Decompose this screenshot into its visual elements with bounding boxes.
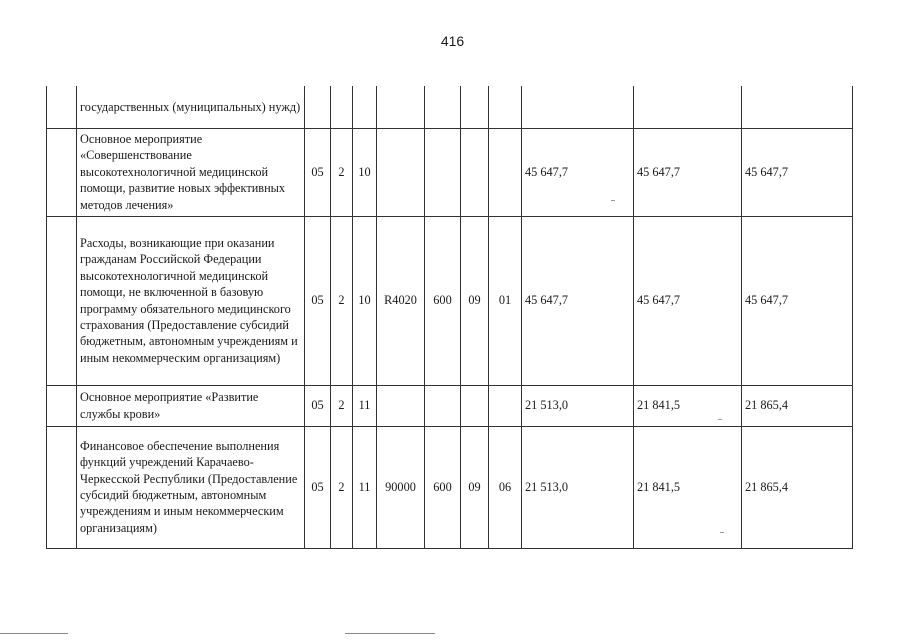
code-cell [353, 86, 377, 128]
row-name: Основное мероприятие «Развитие службы крови» [77, 385, 305, 426]
amount-cell: 45 647,7 [522, 216, 634, 385]
number-cell [47, 128, 77, 216]
amount-cell: 21 865,4 [742, 385, 853, 426]
code-cell: 05 [305, 385, 331, 426]
code-cell [461, 128, 489, 216]
amount-cell: 45 647,7 [742, 216, 853, 385]
code-cell: 09 [461, 216, 489, 385]
amount-cell: 21 513,0 [522, 426, 634, 548]
amount-cell: 21 865,4 [742, 426, 853, 548]
code-cell: 90000 [377, 426, 425, 548]
code-cell [377, 385, 425, 426]
code-cell: 01 [489, 216, 522, 385]
number-cell [47, 426, 77, 548]
code-cell: R4020 [377, 216, 425, 385]
code-cell [489, 385, 522, 426]
row-name: государственных (муниципальных) нужд) [77, 86, 305, 128]
code-cell [305, 86, 331, 128]
code-cell: 2 [331, 216, 353, 385]
code-cell: 11 [353, 385, 377, 426]
table-row [47, 128, 853, 216]
code-cell: 09 [461, 426, 489, 548]
code-cell: 600 [425, 426, 461, 548]
code-cell: 10 [353, 216, 377, 385]
code-cell [331, 86, 353, 128]
code-cell: 2 [331, 128, 353, 216]
table-row [47, 86, 853, 128]
code-cell: 05 [305, 426, 331, 548]
code-cell [377, 128, 425, 216]
code-cell [425, 86, 461, 128]
amount-cell [634, 86, 742, 128]
amount-cell: 45 647,7 [634, 216, 742, 385]
amount-cell: 21 513,0 [522, 385, 634, 426]
code-cell: 05 [305, 216, 331, 385]
amount-cell [522, 86, 634, 128]
table-row [47, 426, 853, 548]
code-cell: 600 [425, 216, 461, 385]
code-cell: 10 [353, 128, 377, 216]
scan-speck [718, 419, 722, 420]
number-cell [47, 385, 77, 426]
number-cell [47, 86, 77, 128]
amount-cell: 45 647,7 [522, 128, 634, 216]
amount-cell [742, 86, 853, 128]
amount-cell: 21 841,5 [634, 426, 742, 548]
row-name: Основное мероприятие «Совершенствование высокотехнологичной медицинской помощи, развитие новых эффективных методов лечения» [77, 128, 305, 216]
table-row [47, 216, 853, 385]
row-name: Финансовое обеспечение выполнения функций учреждений Карачаево-Черкесской Республики (Предоставление субсидий бюджетным, автономным учреждениям и иным некоммерческим организациям) [77, 426, 305, 548]
code-cell [489, 86, 522, 128]
scan-edge-line [345, 633, 435, 634]
amount-cell: 45 647,7 [634, 128, 742, 216]
scan-edge-line [0, 633, 68, 634]
code-cell [461, 385, 489, 426]
code-cell: 06 [489, 426, 522, 548]
code-cell: 05 [305, 128, 331, 216]
row-name: Расходы, возникающие при оказании гражданам Российской Федерации высокотехнологичной медицинской помощи, не включенной в базовую программу обязательного медицинского страхования (Предоставление субсидий бюджетным, автономным учреждениям и иным некоммерческим организациям) [77, 216, 305, 385]
code-cell [377, 86, 425, 128]
budget-table [46, 86, 853, 549]
code-cell: 2 [331, 385, 353, 426]
code-cell [461, 86, 489, 128]
scan-speck [720, 532, 724, 533]
number-cell [47, 216, 77, 385]
code-cell [489, 128, 522, 216]
amount-cell: 45 647,7 [742, 128, 853, 216]
scan-speck [611, 200, 615, 201]
code-cell: 11 [353, 426, 377, 548]
code-cell: 2 [331, 426, 353, 548]
amount-cell: 21 841,5 [634, 385, 742, 426]
table-row [47, 385, 853, 426]
code-cell [425, 385, 461, 426]
code-cell [425, 128, 461, 216]
page-number: 416 [440, 33, 465, 49]
